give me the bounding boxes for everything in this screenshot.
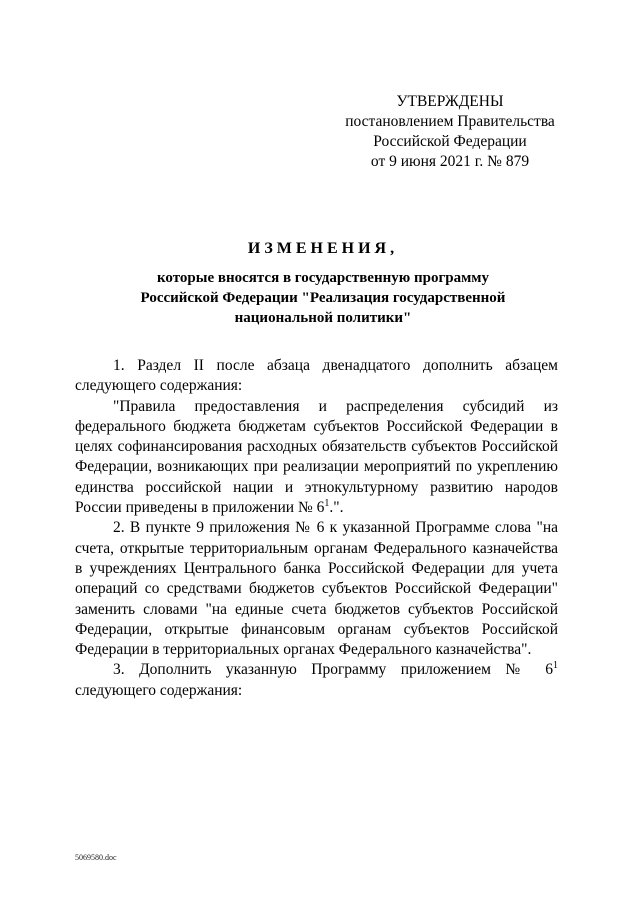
paragraph-3: 2. В пункте 9 приложения № 6 к указанной Программе слова "на счета, открытые территориальным органам Федерального казначейства в учреждениях Центрального банка Российской Федерации для учета операций со средствами бюджетов субъектов Российской Федерации" заменить словами "на единые счета бюджетов субъектов Российской Федерации, открытые финансовым органам субъектов Российской Федерации в территориальных органах Федерального казначейства". [75,519,558,659]
paragraph-4-superscript: 1 [553,660,558,672]
document-heading [90,238,556,328]
paragraph-2-text: "Правила предоставления и распределения субсидий из федерального бюджета бюджетам субъектов Российской Федерации в целях софинансирования расходных обязательств субъектов Российской Федерации, возникающих при реализации мероприятий по укреплению единства российской нации и этнокультурному развитию народов России приведены в приложении № 6 [75,397,558,517]
paragraph-4-end: следующего содержания: [75,681,243,699]
subtitle-line-1: которые вносятся в государственную программу [156,270,490,286]
subtitle-line-2: Российской Федерации "Реализация государственной [140,290,506,306]
paragraph-4 [75,660,558,701]
approval-stamp: УТВЕРЖДЕНЫ [396,93,504,110]
paragraph-2-superscript: 1 [324,497,330,509]
document-body [75,356,558,701]
document-file-id: 5069580.doc [75,853,117,862]
approval-block [340,92,560,172]
paragraph-4-text: 3. Дополнить указанную Программу приложением № 6 [113,661,553,679]
paragraph-2-end: .". [329,499,344,517]
approval-line-1: постановлением Правительства [345,113,555,130]
approval-line-2: Российской Федерации [373,133,527,150]
subtitle-line-3: национальной политики" [234,310,412,326]
paragraph-2 [75,397,558,519]
approval-line-3: от 9 июня 2021 г. № 879 [370,153,530,170]
document-title: ИЗМЕНЕНИЯ, [247,240,399,257]
document-subtitle [90,268,556,328]
paragraph-1: 1. Раздел II после абзаца двенадцатого дополнить абзацем следующего содержания: [75,357,558,395]
